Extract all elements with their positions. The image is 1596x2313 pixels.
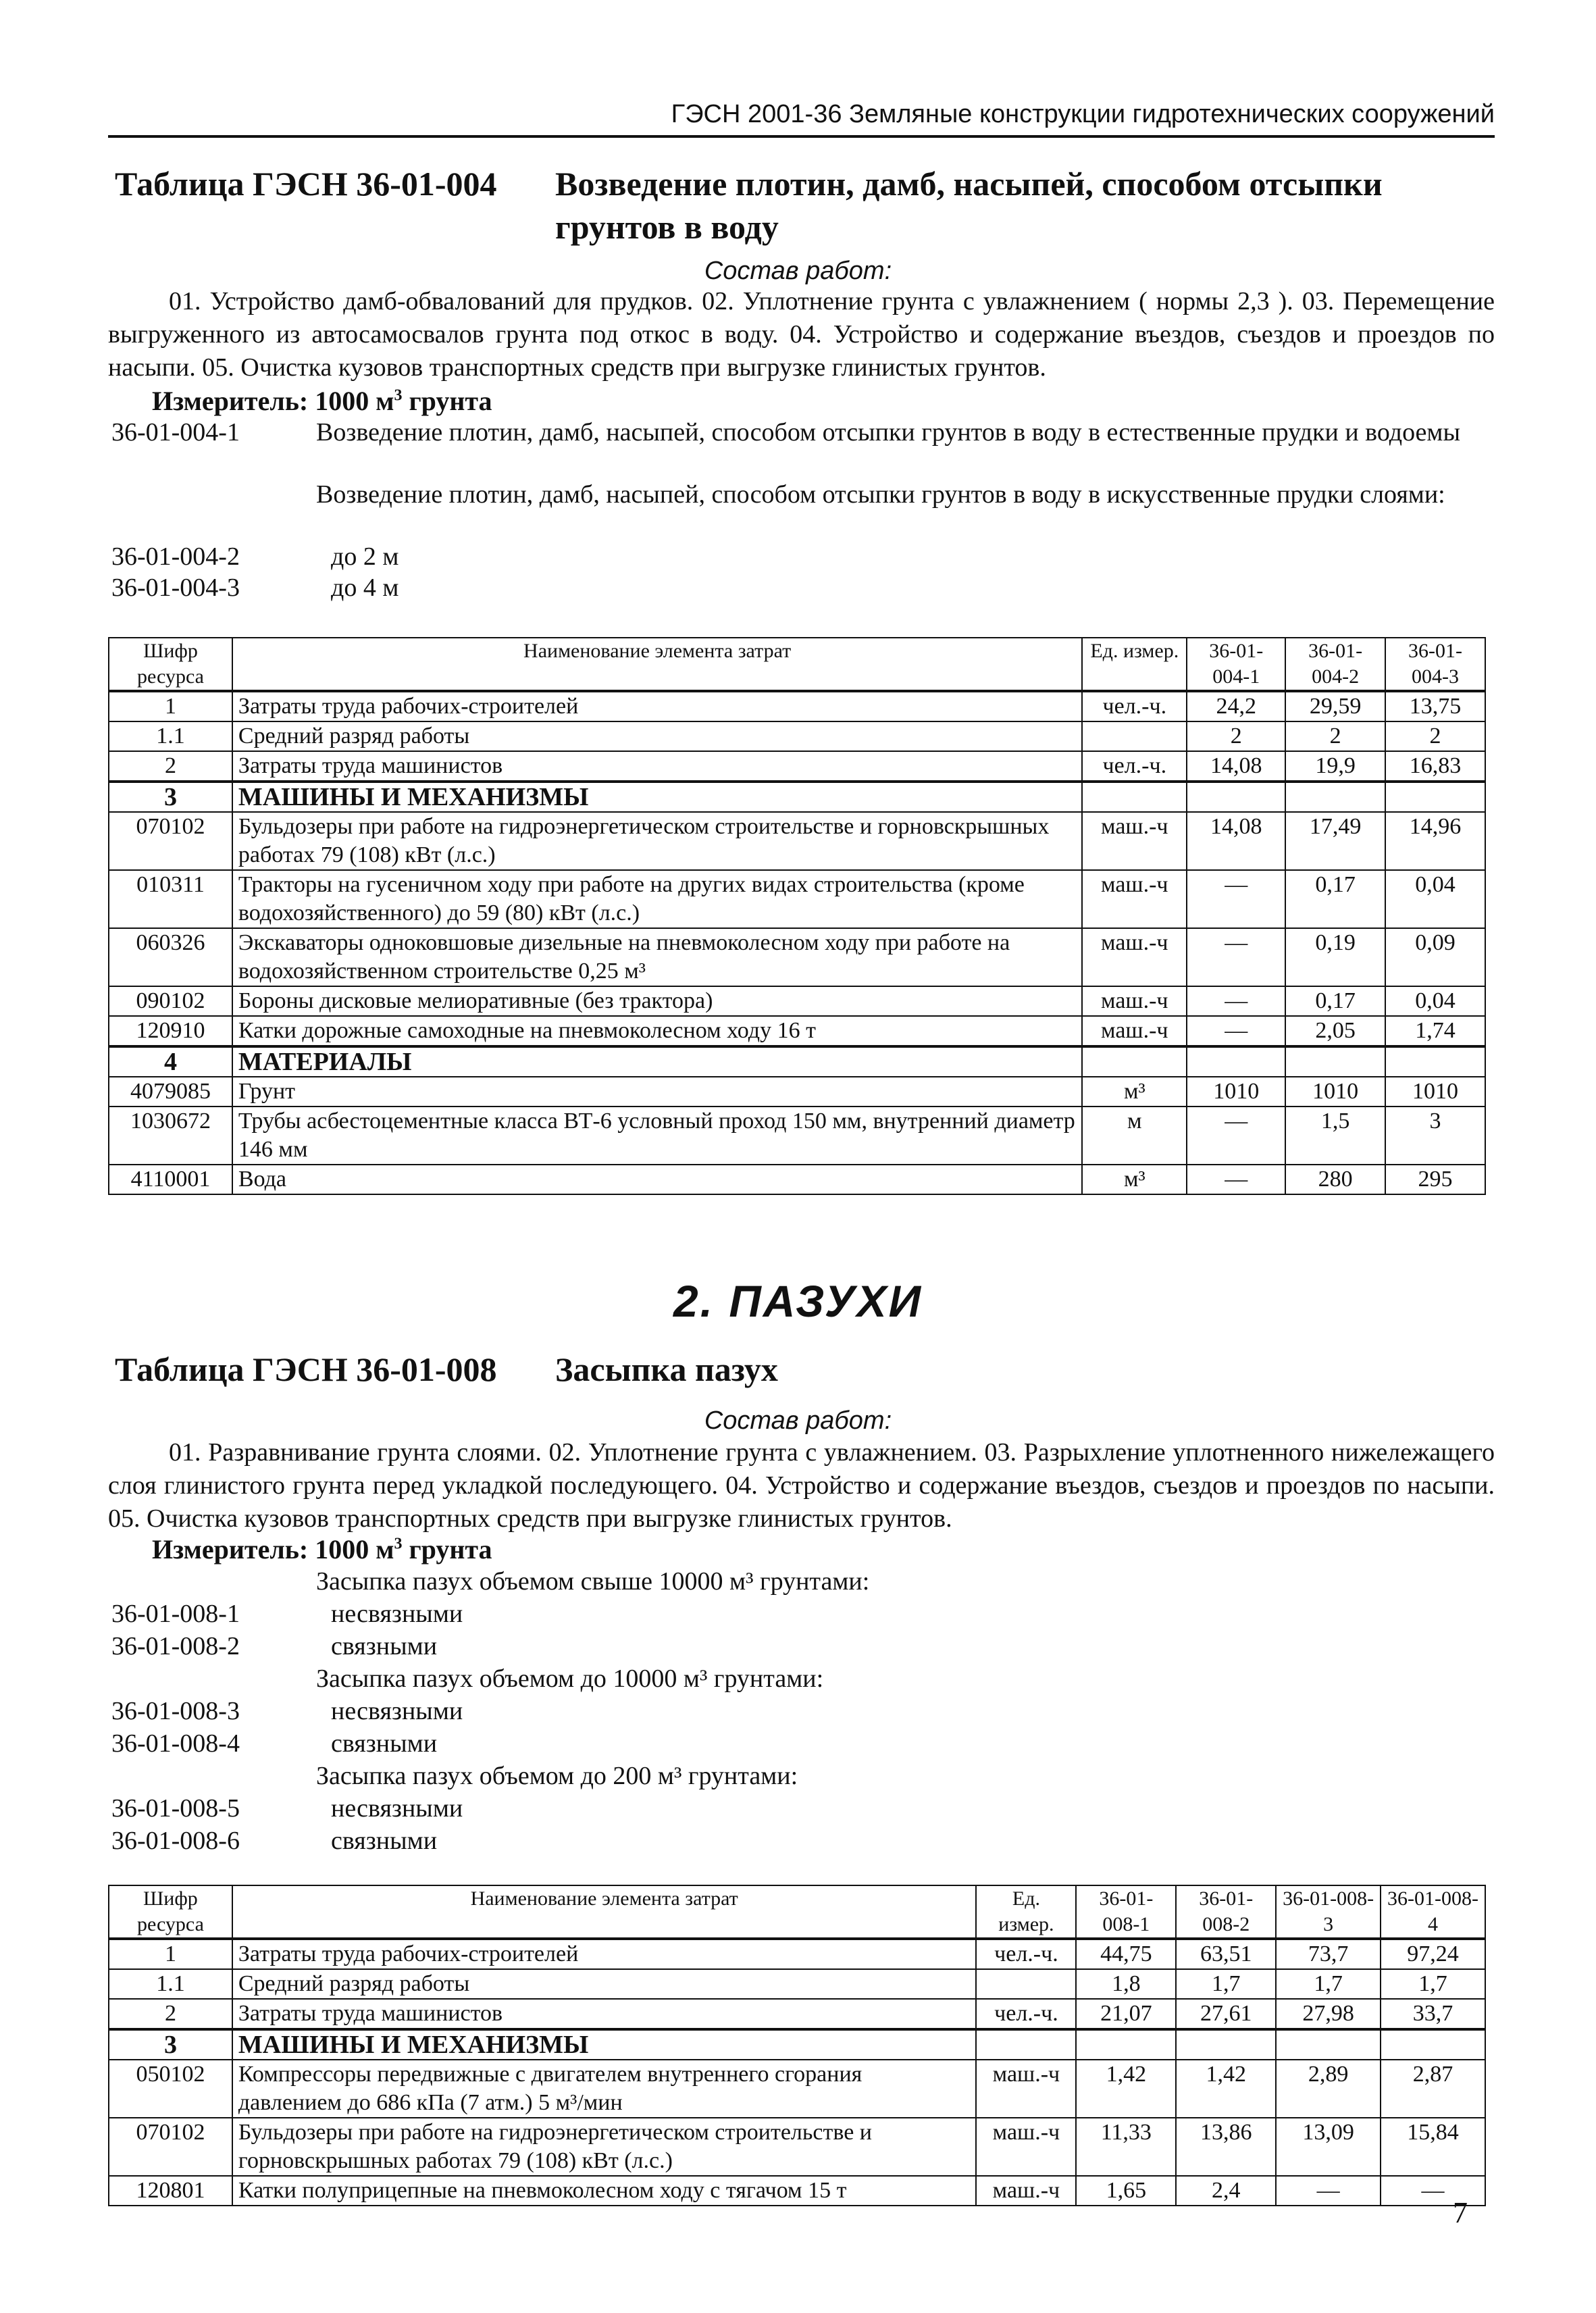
row-code: 2 (109, 1999, 232, 2029)
row-value: 1,42 (1176, 2060, 1276, 2118)
row-value: 1,74 (1385, 1016, 1485, 1046)
row-value: 2 (1385, 721, 1485, 751)
row-code: 060326 (109, 928, 232, 986)
table2-composition-title: Состав работ: (704, 1406, 892, 1435)
row-value: 29,59 (1285, 691, 1385, 721)
table2-item: связными (331, 1827, 438, 1855)
row-value: 0,09 (1385, 928, 1485, 986)
row-unit: чел.-ч. (976, 1999, 1076, 2029)
table2-label: Таблица ГЭСН 36-01-008 (115, 1350, 497, 1388)
row-name: Катки полуприцепные на пневмоколесном ходу с тягачом 15 т (232, 2176, 977, 2206)
row-name: Экскаваторы одноковшовые дизельные на пневмоколесном ходу при работе на водохозяйственном строительстве 0,25 м³ (232, 928, 1082, 986)
row-value: 14,96 (1385, 812, 1485, 870)
table2-item: несвязными (331, 1600, 463, 1628)
row-value: 19,9 (1285, 751, 1385, 782)
row-code: 1030672 (109, 1107, 232, 1165)
table-row (109, 751, 1485, 782)
table2-code: 36-01-008-3 (111, 1697, 240, 1725)
row-unit: чел.-ч. (1082, 751, 1187, 782)
row-unit (976, 1969, 1076, 1999)
row-code: 010311 (109, 870, 232, 928)
row-unit: маш.-ч (1082, 986, 1187, 1016)
row-value: 0,19 (1285, 928, 1385, 986)
table2-item: несвязными (331, 1794, 463, 1823)
row-code: 120910 (109, 1016, 232, 1046)
col-name-header: Наименование элемента затрат (232, 1885, 977, 1939)
row-name: Затраты труда машинистов (232, 1999, 977, 2029)
row-value: — (1187, 1016, 1285, 1046)
table2-code: 36-01-008-1 (111, 1600, 240, 1628)
row-code: 070102 (109, 812, 232, 870)
row-code: 2 (109, 751, 232, 782)
table1-code-1: 36-01-004-1 (111, 418, 240, 447)
row-code: 120801 (109, 2176, 232, 2206)
row-name: Затраты труда машинистов (232, 751, 1082, 782)
row-unit: м³ (1082, 1077, 1187, 1107)
row-name: Затраты труда рабочих-строителей (232, 1939, 977, 1969)
row-code: 1 (109, 1939, 232, 1969)
col-unit-header: Ед. измер. (1082, 638, 1187, 691)
resource-table-2 (108, 1885, 1486, 2206)
row-value: — (1187, 1107, 1285, 1165)
row-unit: маш.-ч (1082, 870, 1187, 928)
section-heading: 2. ПАЗУХИ (673, 1276, 923, 1326)
table2-item: несвязными (331, 1697, 463, 1725)
table1-title: Возведение плотин, дамб, насыпей, способом отсыпки грунтов в воду (555, 165, 1383, 246)
section-row (109, 1046, 1485, 1077)
row-value: 1,7 (1176, 1969, 1276, 1999)
running-header: ГЭСН 2001-36 Земляные конструкции гидротехнических сооружений (671, 100, 1495, 128)
row-value: 2,4 (1176, 2176, 1276, 2206)
row-value: 14,08 (1187, 751, 1285, 782)
row-code: 050102 (109, 2060, 232, 2118)
row-code: 4079085 (109, 1077, 232, 1107)
section-title: МАШИНЫ И МЕХАНИЗМЫ (232, 782, 1082, 812)
row-name: Грунт (232, 1077, 1082, 1107)
row-value: 97,24 (1381, 1939, 1485, 1969)
col-norm-header: 36-01-008-2 (1176, 1885, 1276, 1939)
table2-group-title-1: Засыпка пазух объемом свыше 10000 м³ грунтами: (316, 1567, 870, 1596)
table2-code: 36-01-008-4 (111, 1729, 240, 1758)
row-value: 1,5 (1285, 1107, 1385, 1165)
row-value: 1010 (1285, 1077, 1385, 1107)
table2-group-title-3: Засыпка пазух объемом до 200 м³ грунтами: (316, 1762, 798, 1790)
row-value: — (1187, 1165, 1285, 1194)
table1-sub-2: до 4 м (331, 574, 399, 602)
row-value: — (1187, 870, 1285, 928)
row-value: 2,87 (1381, 2060, 1485, 2118)
row-value: 1,42 (1076, 2060, 1176, 2118)
row-value: 13,86 (1176, 2118, 1276, 2176)
row-name: Бульдозеры при работе на гидроэнергетическом строительстве и горновскрышных работах 79 (108) кВт (л.с.) (232, 812, 1082, 870)
table-row (109, 1165, 1485, 1194)
section-title: МАШИНЫ И МЕХАНИЗМЫ (232, 2029, 977, 2060)
row-value: 73,7 (1276, 1939, 1381, 1969)
row-value: 1010 (1385, 1077, 1485, 1107)
row-code: 3 (109, 782, 232, 812)
row-code: 4 (109, 1046, 232, 1077)
row-value: 2 (1285, 721, 1385, 751)
table-row (109, 1939, 1485, 1969)
row-value: 0,04 (1385, 870, 1485, 928)
row-value: — (1381, 2176, 1485, 2206)
row-unit: маш.-ч (1082, 1016, 1187, 1046)
row-value: 24,2 (1187, 691, 1285, 721)
row-value: 280 (1285, 1165, 1385, 1194)
row-value: 2 (1187, 721, 1285, 751)
row-value: 33,7 (1381, 1999, 1485, 2029)
table2-composition: 01. Разравнивание грунта слоями. 02. Уплотнение грунта с увлажнением. 03. Разрыхление уплотненного нижележащего слоя глинистого грунта перед укладкой последующего. 04. Устройство и содержание въездов, съездов и проездов по насыпи. 05. Очистка кузовов транспортных средств при выгрузке глинистых грунтов. (108, 1438, 1495, 1533)
table2-code: 36-01-008-2 (111, 1632, 240, 1660)
section-row (109, 2029, 1485, 2060)
table-header-row (109, 638, 1485, 691)
row-unit: м³ (1082, 1165, 1187, 1194)
table-row (109, 986, 1485, 1016)
row-value: 0,04 (1385, 986, 1485, 1016)
row-unit: чел.-ч. (976, 1939, 1076, 1969)
row-name: Тракторы на гусеничном ходу при работе на других видах строительства (кроме водохозяйственного) до 59 (80) кВт (л.с.) (232, 870, 1082, 928)
table1-desc-2: Возведение плотин, дамб, насыпей, способом отсыпки грунтов в воду в искусственные прудки слоями: (316, 480, 1445, 509)
table1-desc-1: Возведение плотин, дамб, насыпей, способом отсыпки грунтов в воду в естественные прудки и водоемы (316, 418, 1460, 447)
table2-measure: Измеритель: 1000 $м^3$ грунта (152, 1534, 492, 1565)
row-value: 3 (1385, 1107, 1485, 1165)
row-value: 0,17 (1285, 870, 1385, 928)
row-value: 2,89 (1276, 2060, 1381, 2118)
row-value: 1,8 (1076, 1969, 1176, 1999)
table1-sub-1: до 2 м (331, 542, 399, 571)
row-unit: маш.-ч (976, 2118, 1076, 2176)
page-number: 7 (1453, 2196, 1468, 2229)
table-row (109, 1077, 1485, 1107)
table-row (109, 1969, 1485, 1999)
table-row (109, 2060, 1485, 2118)
row-name: Трубы асбестоцементные класса ВТ-6 условный проход 150 мм, внутренний диаметр 146 мм (232, 1107, 1082, 1165)
row-value: 44,75 (1076, 1939, 1176, 1969)
row-value: — (1187, 928, 1285, 986)
col-code-header: Шифр ресурса (109, 638, 232, 691)
row-code: 1.1 (109, 1969, 232, 1999)
header-rule (108, 135, 1495, 138)
col-norm-header: 36-01-004-3 (1385, 638, 1485, 691)
row-value: 1,7 (1381, 1969, 1485, 1999)
row-unit: маш.-ч (1082, 812, 1187, 870)
row-code: 070102 (109, 2118, 232, 2176)
table2-title: Засыпка пазух (555, 1350, 778, 1388)
col-norm-header: 36-01-004-2 (1285, 638, 1385, 691)
table-row (109, 870, 1485, 928)
table2-item: связными (331, 1632, 438, 1660)
row-name: Вода (232, 1165, 1082, 1194)
table1-label: Таблица ГЭСН 36-01-004 (115, 165, 497, 203)
col-norm-header: 36-01-004-1 (1187, 638, 1285, 691)
row-code: 1.1 (109, 721, 232, 751)
col-norm-header: 36-01-008-3 (1276, 1885, 1381, 1939)
table-row (109, 1107, 1485, 1165)
row-value: 27,61 (1176, 1999, 1276, 2029)
section-row (109, 782, 1485, 812)
row-name: Компрессоры передвижные с двигателем внутреннего сгорания давлением до 686 кПа (7 атм.) 5 м³/мин (232, 2060, 977, 2118)
row-name: Катки дорожные самоходные на пневмоколесном ходу 16 т (232, 1016, 1082, 1046)
row-unit: чел.-ч. (1082, 691, 1187, 721)
table-row (109, 1016, 1485, 1046)
row-value: — (1187, 986, 1285, 1016)
row-unit: м (1082, 1107, 1187, 1165)
row-unit: маш.-ч (1082, 928, 1187, 986)
row-name: Средний разряд работы (232, 1969, 977, 1999)
row-code: 3 (109, 2029, 232, 2060)
row-value: 0,17 (1285, 986, 1385, 1016)
row-value: 1,65 (1076, 2176, 1176, 2206)
row-value: 14,08 (1187, 812, 1285, 870)
table-row (109, 721, 1485, 751)
row-unit: маш.-ч (976, 2176, 1076, 2206)
resource-table-1 (108, 637, 1486, 1195)
col-code-header: Шифр ресурса (109, 1885, 232, 1939)
row-code: 1 (109, 691, 232, 721)
row-name: Бороны дисковые мелиоративные (без трактора) (232, 986, 1082, 1016)
row-value: 11,33 (1076, 2118, 1176, 2176)
row-name: Бульдозеры при работе на гидроэнергетическом строительстве и горновскрышных работах 79 (108) кВт (л.с.) (232, 2118, 977, 2176)
row-code: 090102 (109, 986, 232, 1016)
row-name: Затраты труда рабочих-строителей (232, 691, 1082, 721)
row-unit: маш.-ч (976, 2060, 1076, 2118)
row-value: 17,49 (1285, 812, 1385, 870)
table1-measure: Измеритель: 1000 $м^3$ грунта (152, 386, 492, 416)
row-value: 15,84 (1381, 2118, 1485, 2176)
row-value: 63,51 (1176, 1939, 1276, 1969)
row-value: 21,07 (1076, 1999, 1176, 2029)
table-row (109, 1999, 1485, 2029)
table2-group-title-2: Засыпка пазух объемом до 10000 м³ грунтами: (316, 1664, 824, 1693)
section-title: МАТЕРИАЛЫ (232, 1046, 1082, 1077)
row-value: 27,98 (1276, 1999, 1381, 2029)
row-value: — (1276, 2176, 1381, 2206)
col-norm-header: 36-01-008-4 (1381, 1885, 1485, 1939)
row-value: 16,83 (1385, 751, 1485, 782)
row-value: 13,75 (1385, 691, 1485, 721)
row-name: Средний разряд работы (232, 721, 1082, 751)
table-row (109, 691, 1485, 721)
row-value: 2,05 (1285, 1016, 1385, 1046)
row-unit (1082, 721, 1187, 751)
table-row (109, 2176, 1485, 2206)
table2-code: 36-01-008-5 (111, 1794, 240, 1823)
table-row (109, 2118, 1485, 2176)
col-name-header: Наименование элемента затрат (232, 638, 1082, 691)
row-value: 1,7 (1276, 1969, 1381, 1999)
table-header-row (109, 1885, 1485, 1939)
table1-composition: 01. Устройство дамб-обвалований для прудков. 02. Уплотнение грунта с увлажнением ( нормы 2,3 ). 03. Перемещение выгруженного из автосамосвалов грунта под откос в воду. 04. Устройство и содержание въездов, съездов и проездов по насыпи. 05. Очистка кузовов транспортных средств при выгрузке глинистых грунтов. (108, 287, 1495, 382)
col-norm-header: 36-01-008-1 (1076, 1885, 1176, 1939)
table-row (109, 928, 1485, 986)
table2-item: связными (331, 1729, 438, 1758)
table1-code-2: 36-01-004-2 (111, 542, 240, 571)
table1-code-3: 36-01-004-3 (111, 574, 240, 602)
row-value: 13,09 (1276, 2118, 1381, 2176)
table1-composition-title: Состав работ: (704, 257, 892, 285)
row-code: 4110001 (109, 1165, 232, 1194)
table-row (109, 812, 1485, 870)
table2-code: 36-01-008-6 (111, 1827, 240, 1855)
row-value: 1010 (1187, 1077, 1285, 1107)
row-value: 295 (1385, 1165, 1485, 1194)
col-unit-header: Ед. измер. (976, 1885, 1076, 1939)
